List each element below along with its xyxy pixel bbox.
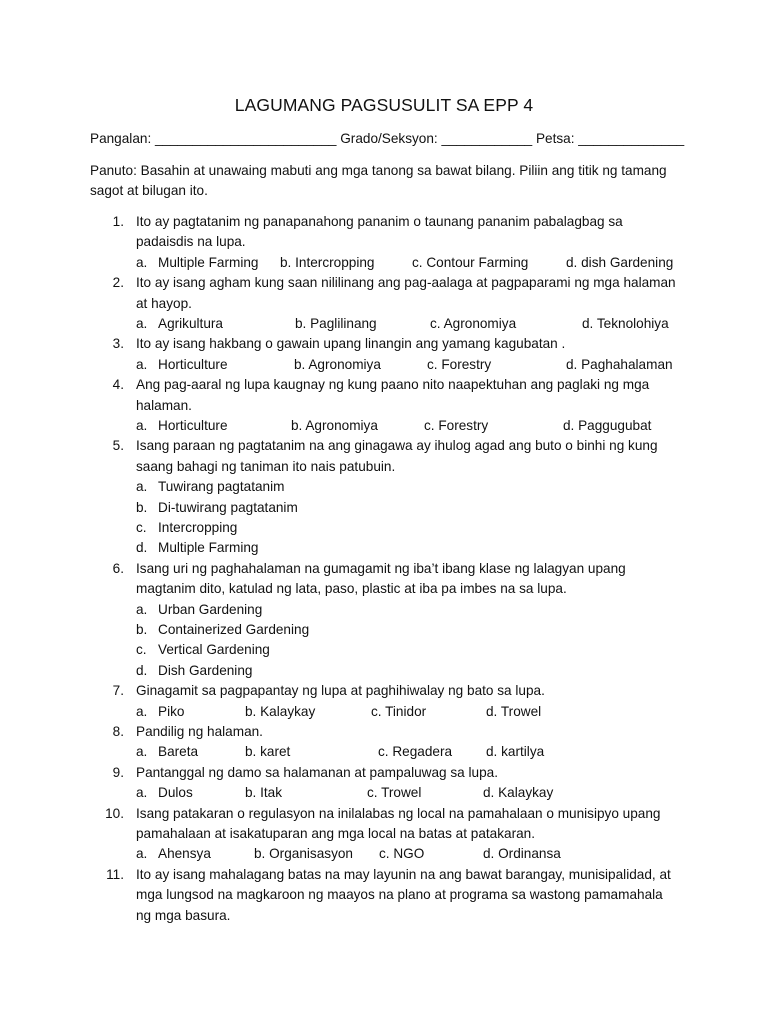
question-text: Pandilig ng halaman.	[136, 724, 263, 739]
question-text: halaman.	[136, 397, 192, 413]
question-number: 2.	[112, 275, 124, 291]
option-text: b. Intercropping	[280, 254, 375, 270]
option-letter: c.	[136, 642, 147, 658]
option-text: Vertical Gardening	[158, 642, 270, 658]
question-text: Ito ay isang hakbang o gawain upang linangin ang yamang kagubatan .	[136, 336, 566, 352]
option-text: Horticulture	[158, 356, 228, 372]
question-text: Ang pag-aaral ng lupa kaugnay ng kung paano nito naapektuhan ang paglaki ng mga	[136, 377, 650, 393]
option-text: Bareta	[158, 744, 199, 760]
instructions-line-1: Panuto: Basahin at unawaing mabuti ang mga tanong sa bawat bilang. Piliin ang titik ng tamang	[90, 163, 667, 178]
question-text: Isang paraan ng pagtatanim na ang ginagawa ay ihulog agad ang buto o binhi ng kung	[136, 438, 658, 454]
question-text: Ito ay isang mahalagang batas na may layunin na ang bawat barangay, munisipalidad, at	[136, 866, 671, 882]
option-text: b. Paglilinang	[295, 316, 377, 331]
option-letter: d.	[136, 662, 148, 678]
option-text: d. kartilya	[486, 744, 545, 760]
question-number: 6.	[112, 560, 124, 576]
option-text: d. Trowel	[486, 703, 542, 719]
option-text: c. NGO	[379, 846, 425, 862]
option-text: Piko	[158, 703, 185, 719]
option-text: Intercropping	[158, 520, 238, 535]
option-text: d. Ordinansa	[483, 846, 561, 862]
option-text: Agrikultura	[158, 316, 223, 331]
question-text: Ginagamit sa pagpapantay ng lupa at paghihiwalay ng bato sa lupa.	[136, 683, 545, 699]
option-text: d. dish Gardening	[566, 254, 674, 270]
option-text: c. Forestry	[424, 418, 489, 433]
option-text: Dulos	[158, 785, 193, 801]
option-text: d. Teknolohiya	[582, 316, 669, 331]
option-text: c. Regadera	[378, 744, 453, 760]
option-letter: a.	[136, 254, 148, 270]
option-text: b. Kalaykay	[245, 703, 316, 719]
option-text: Horticulture	[158, 418, 228, 433]
option-letter: a.	[136, 785, 148, 801]
question-text: Isang uri ng paghahalaman na gumagamit ng iba’t ibang klase ng lalagyan upang	[136, 560, 626, 576]
option-text: b. Agronomiya	[291, 418, 378, 433]
option-text: Urban Gardening	[158, 601, 263, 617]
question-number: 3.	[112, 336, 124, 352]
question-text: Ito ay pagtatanim ng panapanahong pananim o taunang pananim pabalagbag sa	[136, 214, 623, 229]
option-text: d. Kalaykay	[483, 785, 554, 801]
option-text: Di-tuwirang pagtatanim	[158, 499, 298, 515]
question-text: Ito ay isang agham kung saan nililinang ang pag-aalaga at pagpaparami ng mga halaman	[136, 275, 676, 291]
question-number: 5.	[112, 438, 124, 454]
question-text: Pantanggal ng damo sa halamanan at pampaluwag sa lupa.	[136, 764, 498, 780]
question-number: 1.	[112, 214, 124, 229]
question-text: mga lungsod na magkaroon ng maayos na plano at programa sa wastong pamamahala	[136, 887, 663, 903]
question-text: magtanim dito, katulad ng lata, paso, plastic at iba pa imbes na sa lupa.	[136, 581, 567, 597]
option-text: c. Contour Farming	[412, 254, 529, 270]
option-text: c. Agronomiya	[430, 316, 517, 331]
option-text: c. Forestry	[427, 356, 492, 372]
option-letter: a.	[136, 703, 148, 719]
question-number: 7.	[112, 683, 124, 699]
student-info-line: Pangalan: ________________________ Grado/Seksyon: ____________ Petsa: ______________	[90, 131, 685, 146]
instructions-line-2: sagot at bilugan ito.	[90, 183, 208, 198]
option-text: Tuwirang pagtatanim	[158, 479, 285, 495]
option-text: Multiple Farming	[158, 254, 259, 270]
option-text: b. karet	[245, 744, 291, 760]
option-letter: a.	[136, 846, 148, 862]
option-text: Dish Gardening	[158, 662, 253, 678]
option-text: c. Tinidor	[371, 703, 427, 719]
question-number: 4.	[112, 377, 124, 393]
question-text: at hayop.	[136, 295, 192, 311]
page-title: LAGUMANG PAGSUSULIT SA EPP 4	[234, 95, 534, 115]
option-letter: a.	[136, 316, 148, 331]
option-letter: a.	[136, 418, 148, 433]
option-text: d. Paggugubat	[563, 418, 652, 433]
option-letter: a.	[136, 744, 148, 760]
question-text: pamahalaan at isakatuparan ang mga local na batas at patakaran.	[136, 826, 536, 841]
option-letter: c.	[136, 520, 147, 535]
option-letter: a.	[136, 601, 148, 617]
option-text: b. Organisasyon	[254, 846, 353, 862]
option-text: b. Itak	[245, 785, 283, 801]
question-number: 10.	[105, 805, 124, 821]
question-text: Isang patakaran o regulasyon na inilalabas ng local na pamahalaan o munisipyo upang	[136, 805, 661, 821]
option-letter: b.	[136, 499, 148, 515]
question-text: ng mga basura.	[136, 907, 231, 923]
option-letter: d.	[136, 540, 148, 556]
question-text: saang bahagi ng taniman ito nais patubuin.	[136, 458, 396, 474]
option-letter: a.	[136, 356, 148, 372]
option-letter: a.	[136, 479, 148, 495]
question-number: 9.	[112, 764, 124, 780]
option-text: Multiple Farming	[158, 540, 259, 556]
question-number: 11.	[106, 866, 124, 882]
option-text: c. Trowel	[367, 785, 422, 801]
option-text: Ahensya	[158, 846, 211, 862]
option-text: d. Paghahalaman	[566, 356, 673, 372]
option-text: b. Agronomiya	[294, 356, 381, 372]
option-letter: b.	[136, 622, 148, 637]
question-text: padaisdis na lupa.	[136, 234, 246, 250]
question-number: 8.	[112, 724, 124, 739]
option-text: Containerized Gardening	[158, 622, 310, 637]
